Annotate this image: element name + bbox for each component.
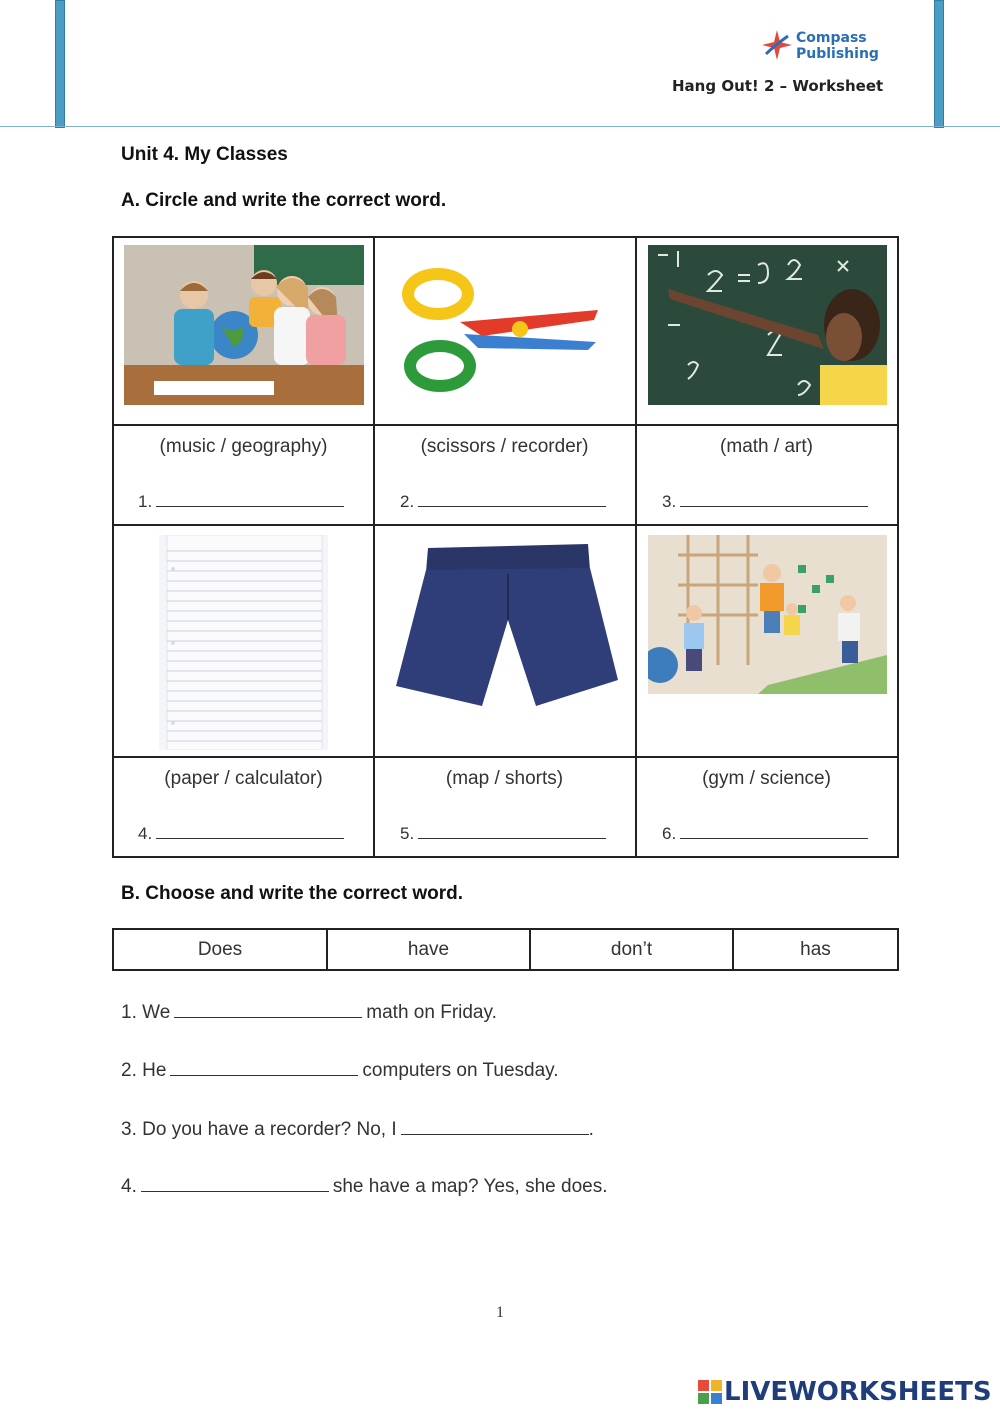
options-1: (music / geography) bbox=[159, 436, 328, 457]
word-bank-item: don’t bbox=[531, 930, 734, 969]
sentence-blank[interactable] bbox=[401, 1120, 589, 1135]
item-number: 4. bbox=[138, 824, 153, 843]
children-globe-image bbox=[124, 245, 364, 405]
sentence-start: 3. Do you have a recorder? No, I bbox=[121, 1119, 397, 1140]
section-a-heading: A. Circle and write the correct word. bbox=[121, 190, 447, 211]
sentence-3 bbox=[121, 1119, 594, 1141]
item-number: 6. bbox=[662, 824, 677, 843]
options-4: (paper / calculator) bbox=[164, 768, 323, 789]
word-bank-item: Does bbox=[114, 930, 328, 969]
sentence-end: computers on Tuesday. bbox=[362, 1060, 559, 1081]
scissors-image bbox=[398, 262, 608, 397]
answer-blank-4[interactable] bbox=[138, 824, 344, 844]
section-b-heading: B. Choose and write the correct word. bbox=[121, 883, 464, 904]
options-2: (scissors / recorder) bbox=[420, 436, 589, 457]
shorts-image bbox=[396, 540, 618, 715]
word-bank bbox=[112, 928, 899, 971]
sentence-1 bbox=[121, 1002, 497, 1024]
chalkboard-girl-image bbox=[648, 245, 887, 405]
answer-line[interactable] bbox=[680, 492, 868, 507]
unit-title: Unit 4. My Classes bbox=[121, 144, 288, 165]
left-header-bar bbox=[55, 0, 65, 128]
sentence-blank[interactable] bbox=[174, 1003, 362, 1018]
table-divider bbox=[112, 524, 899, 526]
lined-paper-image bbox=[159, 535, 328, 750]
word-bank-item: has bbox=[800, 938, 831, 960]
table-divider bbox=[112, 756, 899, 758]
publisher-logo bbox=[796, 30, 879, 62]
answer-blank-1[interactable] bbox=[138, 492, 344, 512]
sentence-end: . bbox=[588, 1119, 594, 1140]
logo-line2: Publishing bbox=[796, 46, 879, 62]
answer-blank-2[interactable] bbox=[400, 492, 606, 512]
gym-kids-image bbox=[648, 535, 887, 694]
compass-logo-icon bbox=[760, 28, 794, 62]
table-divider bbox=[112, 424, 899, 426]
sentence-2 bbox=[121, 1060, 559, 1082]
answer-blank-6[interactable] bbox=[662, 824, 868, 844]
answer-line[interactable] bbox=[680, 824, 868, 839]
item-number: 3. bbox=[662, 492, 677, 511]
options-6: (gym / science) bbox=[702, 768, 831, 789]
table-divider bbox=[373, 236, 375, 858]
item-number: 5. bbox=[400, 824, 415, 843]
sentence-start: 2. He bbox=[121, 1060, 167, 1081]
sentence-end: she have a map? Yes, she does. bbox=[332, 1176, 608, 1197]
word-bank-item: have bbox=[328, 930, 531, 969]
sentence-end: math on Friday. bbox=[366, 1002, 497, 1023]
options-5: (map / shorts) bbox=[445, 768, 564, 789]
liveworksheets-brand: LIVEWORKSHEETS bbox=[724, 1377, 992, 1407]
answer-blank-5[interactable] bbox=[400, 824, 606, 844]
answer-line[interactable] bbox=[418, 492, 606, 507]
item-number: 1. bbox=[138, 492, 153, 511]
item-number: 2. bbox=[400, 492, 415, 511]
page-number: 1 bbox=[496, 1304, 504, 1321]
sentence-start: 1. We bbox=[121, 1002, 171, 1023]
answer-line[interactable] bbox=[156, 492, 344, 507]
answer-line[interactable] bbox=[156, 824, 344, 839]
sentence-blank[interactable] bbox=[141, 1177, 329, 1192]
answer-blank-3[interactable] bbox=[662, 492, 868, 512]
sentence-4 bbox=[121, 1176, 608, 1198]
liveworksheets-logo-icon bbox=[698, 1380, 722, 1404]
answer-line[interactable] bbox=[418, 824, 606, 839]
right-header-bar bbox=[934, 0, 944, 128]
table-divider bbox=[635, 236, 637, 858]
worksheet-subtitle: Hang Out! 2 – Worksheet bbox=[672, 77, 884, 95]
options-3: (math / art) bbox=[720, 436, 813, 457]
sentence-blank[interactable] bbox=[170, 1061, 358, 1076]
logo-line1: Compass bbox=[796, 30, 867, 46]
sentence-start: 4. bbox=[121, 1176, 137, 1197]
header-divider bbox=[0, 126, 1000, 127]
